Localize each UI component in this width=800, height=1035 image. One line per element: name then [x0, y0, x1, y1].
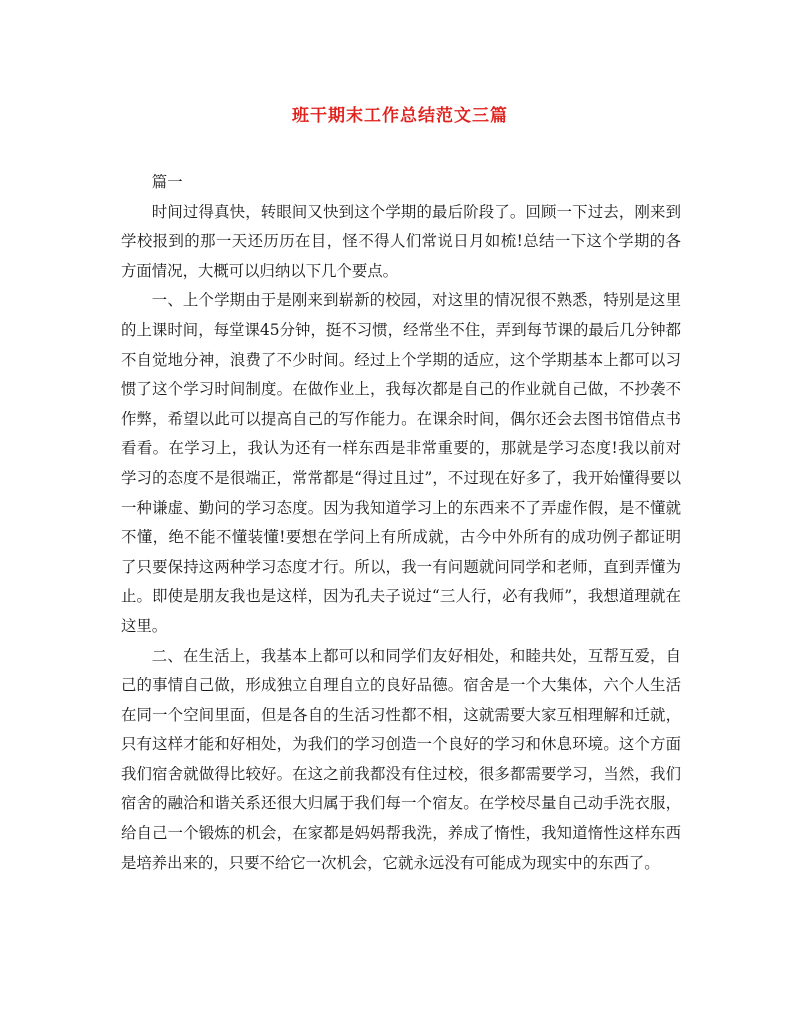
document-title: 班干期末工作总结范文三篇: [292, 106, 508, 126]
section-label: 篇一: [151, 173, 183, 191]
paragraph-study: 一、上个学期由于是刚来到崭新的校园，对这里的情况很不熟悉，特别是这里的上课时间，每堂课45分钟，挺不习惯，经常坐不住，弄到每节课的最后几分钟都不自觉地分神，浪费了不少时间。经过上个学期的适应，这个学期基本上都可以习惯了这个学习时间制度。在做作业上，我每次都是自己的作业就自己做，不抄袭不作弊，希望以此可以提高自己的写作能力。在课余时间，偶尔还会去图书馆借点书看看。在学习上，我认为还有一样东西是非常重要的，那就是学习态度!我以前对学习的态度不是很端正，常常都是“得过且过”，不过现在好多了，我开始懂得要以一种谦虚、勤问的学习态度。因为我知道学习上的东西来不了弄虚作假，是不懂就不懂，绝不能不懂装懂!要想在学问上有所成就，古今中外所有的成功例子都证明了只要保持这两种学习态度才行。所以，我一有问题就问同学和老师，直到弄懂为止。即使是朋友我也是这样，因为孔夫子说过“三人行，必有我师”，我想道理就在这里。: [121, 291, 681, 635]
paragraph-life: 二、在生活上，我基本上都可以和同学们友好相处，和睦共处，互帮互爱，自己的事情自己做，形成独立自理自立的良好品德。宿舍是一个大集体，六个人生活在同一个空间里面，但是各自的生活习性都不相，这就需要大家互相理解和迁就，只有这样才能和好相处，为我们的学习创造一个良好的学习和休息环境。这个方面我们宿舍就做得比较好。在这之前我都没有住过校，很多都需要学习，当然，我们宿舍的融洽和谐关系还很大归属于我们每一个宿友。在学校尽量自己动手洗衣服，给自己一个锻炼的机会，在家都是妈妈帮我洗，养成了惰性，我知道惰性这样东西是培养出来的，只要不给它一次机会，它就永远没有可能成为现实中的东西了。: [121, 646, 681, 872]
paragraph-intro: 时间过得真快，转眼间又快到这个学期的最后阶段了。回顾一下过去，刚来到学校报到的那一天还历历在目，怪不得人们常说日月如梳!总结一下这个学期的各方面情况，大概可以归纳以下几个要点。: [121, 202, 681, 280]
document-body: [121, 168, 681, 878]
